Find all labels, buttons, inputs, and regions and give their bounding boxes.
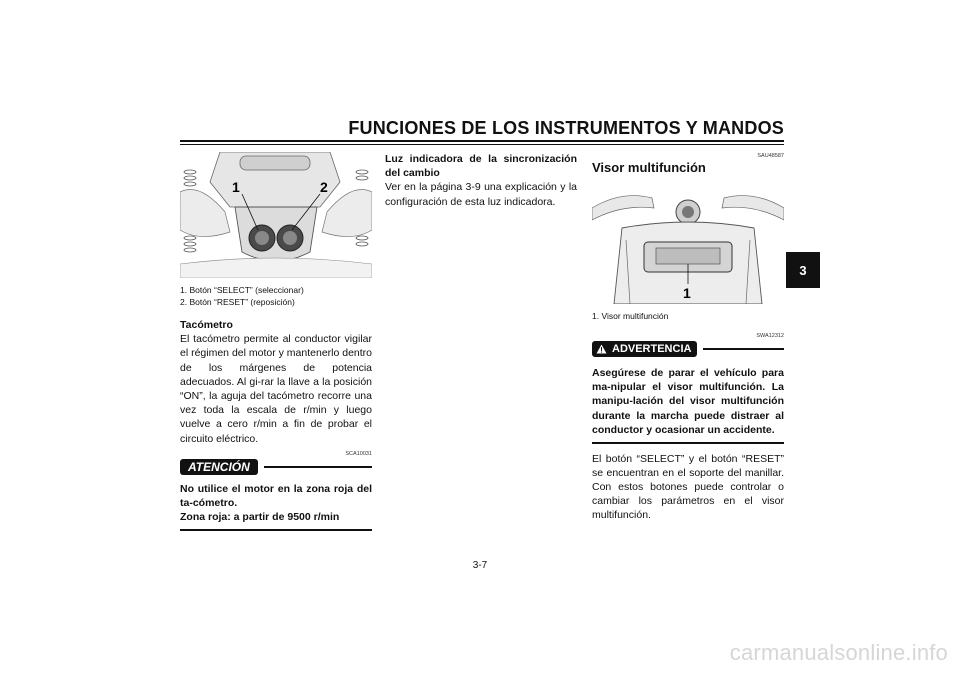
atencion-notice [180,450,372,531]
column-3 [592,152,784,523]
header-rule [180,140,784,142]
handlebar-buttons-figure [180,152,372,278]
caption-select: 1. Botón “SELECT” (seleccionar) [180,285,304,295]
tachometer-body: El tacómetro permite al conductor vigilar el régimen del motor y mantenerlo dentro de los márgenes de potencia adecuados. Al gi-rar la llave a la posición “ON”, la aguja del tacómetro recorre una vez toda la escala de r/min y luego vuelve a cero r/min a fin de probar el circuito eléctrico. [180,333,373,445]
figure-label-1: 1 [232,179,240,195]
warning-triangle-icon [596,344,607,354]
notice-line-1: No utilice el motor en la zona roja del ta-cómetro. [180,482,372,510]
page-header-title: FUNCIONES DE LOS INSTRUMENTOS Y MANDOS [348,118,784,138]
notice-head-rule [264,466,372,468]
caption-reset: 2. Botón “RESET” (reposición) [180,297,295,307]
advertencia-label [592,341,697,357]
multifunction-display-figure [592,180,784,304]
shift-light-body: Ver en la página 3-9 una explicación y la configuración de esta luz indicadora. [385,181,577,208]
watermark: carmanualsonline.info [729,640,948,665]
warning-head-rule [703,348,784,350]
notice-bottom-rule [180,529,372,531]
section-code: SAU48587 [757,153,784,159]
figure-caption [180,284,372,308]
caption-multifunction-display: 1. Visor multifunción [592,311,669,321]
multifunction-body: El botón “SELECT” y el botón “RESET” se encuentran en el soporte del manillar. Con estos botones puede controlar o cambiar los parámetros en el visor multifunción. [592,452,784,522]
notice-line-2: Zona roja: a partir de 9500 r/min [180,511,340,524]
atencion-label: ATENCIÓN [180,459,258,475]
figure-label-1: 1 [683,285,691,301]
shift-light-heading: Luz indicadora de la sincronización del cambio [385,153,577,180]
column-1 [180,152,372,531]
header-rule-thin [180,144,784,145]
warning-bottom-rule [592,442,784,444]
section-title: Visor multifunción [592,160,706,175]
chapter-tab: 3 [786,252,820,288]
notice-code: SCA10031 [345,450,372,457]
warning-text: Asegúrese de parar el vehículo para ma-nipular el visor multifunción. La manipu-lación del visor multifunción durante la marcha puede distraer al conductor y ocasionar un accidente. [592,367,784,436]
page-number: 3-7 [472,560,488,571]
figure-label-2: 2 [320,179,328,195]
advertencia-text: ADVERTENCIA [612,342,692,355]
tachometer-heading: Tacómetro [180,319,233,331]
column-2 [385,152,577,209]
warning-code: SWA12312 [756,333,784,339]
advertencia-notice [592,332,784,444]
